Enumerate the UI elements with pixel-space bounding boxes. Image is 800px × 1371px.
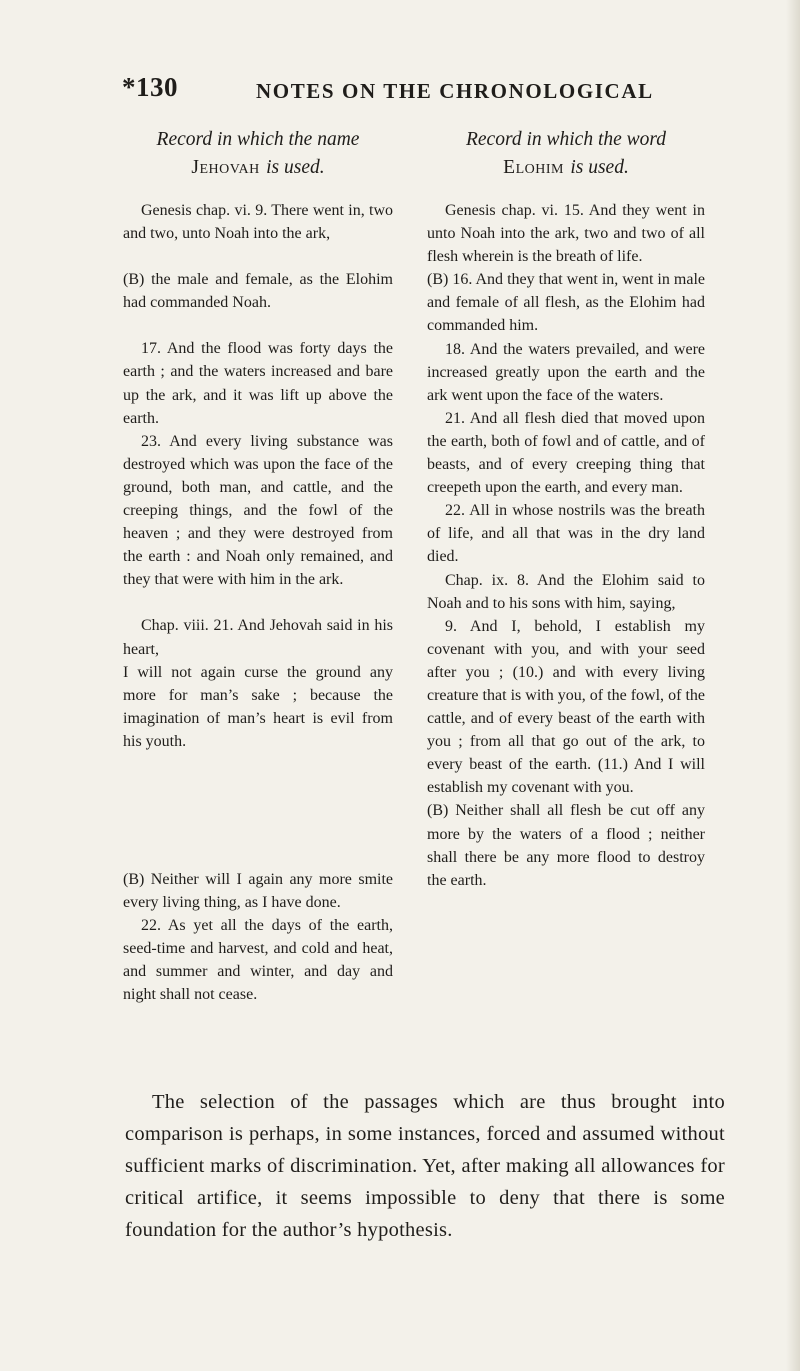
- right-heading-name: Elohim: [503, 157, 564, 178]
- left-paragraph: Chap. viii. 21. And Jehovah said in his heart,: [123, 617, 393, 658]
- right-paragraph: 22. All in whose nostrils was the breath of life, and all that was in the dry land died.: [427, 502, 705, 566]
- left-heading-line2: [123, 154, 393, 182]
- left-paragraph: 22. As yet all the days of the earth, seed-time and harvest, and cold and heat, and summer and winter, and day and night shall not cease.: [123, 917, 393, 1004]
- left-paragraph: 23. And every living substance was destroyed which was upon the face of the ground, both man, and cattle, and the creeping things, and the fowl of the heaven ; and they were destroyed from the earth : and Noah only remained, and they that were with him in the ark.: [123, 432, 393, 589]
- left-paragraph: Genesis chap. vi. 9. There went in, two and two, unto Noah into the ark,: [123, 202, 393, 243]
- left-paragraph: I will not again curse the ground any more for man’s sake ; because the imagination of man’s heart is evil from his youth.: [123, 663, 393, 750]
- right-paragraph: 21. And all flesh died that moved upon the earth, both of fowl and of cattle, and of beasts, and of every creeping thing that creepeth upon the earth, and every man.: [427, 409, 705, 497]
- right-paragraph: (B) Neither shall all flesh be cut off any more by the waters of a flood ; neither shall there be any more flood to destroy the earth.: [427, 802, 705, 889]
- right-paragraph: 9. And I, behold, I establish my covenant with you, and with your seed after you ; (10.) and with every living creature that is with you, of the fowl, of the cattle, and of every beast of the earth with you ; from all that go out of the ark, to every beast of the earth. (11.) And I will establish my covenant with you.: [427, 617, 705, 797]
- page-edge-shadow: [786, 0, 800, 1371]
- right-heading-tail: is used.: [570, 157, 629, 178]
- left-heading-tail: is used.: [266, 157, 325, 178]
- left-paragraph: (B) the male and female, as the Elohim had commanded Noah.: [123, 271, 393, 312]
- running-title: NOTES ON THE CHRONOLOGICAL: [256, 79, 654, 103]
- left-column-heading: [123, 126, 393, 182]
- left-paragraph: (B) Neither will I again any more smite every living thing, as I have done.: [123, 870, 393, 912]
- right-paragraph: 18. And the waters prevailed, and were increased greatly upon the earth and the ark went upon the face of the waters.: [427, 340, 705, 404]
- left-heading-line1: Record in which the name: [156, 129, 360, 150]
- right-column-heading: [427, 126, 705, 182]
- jehovah-record-column: [123, 126, 393, 1007]
- page-number: *130: [122, 72, 178, 102]
- right-heading-line2: [427, 154, 705, 182]
- left-heading-name: Jehovah: [191, 157, 260, 178]
- right-paragraph: Genesis chap. vi. 15. And they went in unto Noah into the ark, two and two of all flesh wherein is the breath of life.: [427, 202, 705, 266]
- commentary-paragraph: The selection of the passages which are thus brought into comparison is perhaps, in some instances, forced and assumed without sufficient marks of discrimination. Yet, after making all allowances for critical artifice, it seems impossible to deny that there is some foundation for the author’s hypothesis.: [125, 1090, 725, 1242]
- left-paragraph: 17. And the flood was forty days the earth ; and the waters increased and bare up the ark, and it was lift up above the earth.: [123, 340, 393, 427]
- right-paragraph: (B) 16. And they that went in, went in male and female of all flesh, as the Elohim had commanded him.: [427, 271, 705, 335]
- right-heading-line1: Record in which the word: [465, 129, 667, 150]
- right-paragraph: Chap. ix. 8. And the Elohim said to Noah and to his sons with him, saying,: [427, 571, 705, 612]
- elohim-record-column: [427, 126, 705, 892]
